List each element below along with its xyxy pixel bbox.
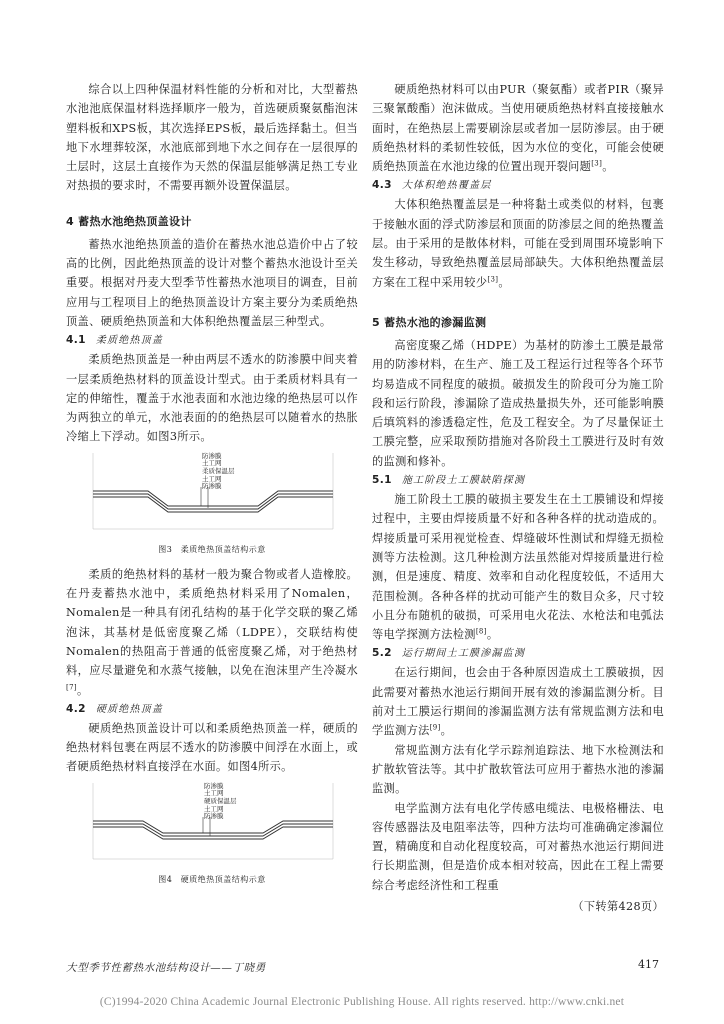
section-4-1-paragraph: 柔质绝热顶盖是一种由两层不透水的防渗膜中间夹着一层柔质绝热材料的顶盖设计型式。由于柔质材料具有一定的伸缩性，覆盖于水池表面和水池边缘的绝热层可以作为两独立的单元，水池表面的的绝热层可以随着水的热胀冷缩上下浮动。如图3所示。 xyxy=(66,353,358,444)
section-4-paragraph: 蓄热水池绝热顶盖的造价在蓄热水池总造价中占了较高的比例，因此绝热顶盖的设计对整个蓄热水池设计至关重要。根据对丹麦大型季节性蓄热水池项目的调查，目前应用与工程项目上的绝热顶盖设计方案主要分为柔质绝热顶盖、硬质绝热顶盖和大体积绝热覆盖层三种型式。 xyxy=(66,237,358,328)
figure-3-labels xyxy=(202,453,235,491)
section-title: 运行期间土工膜渗漏监测 xyxy=(401,648,526,660)
citation: [7] xyxy=(66,682,77,691)
citation: [9] xyxy=(429,723,441,732)
label-membrane-top: 防渗膜 xyxy=(202,451,222,460)
label-geonet-top: 土工网 xyxy=(202,459,222,468)
citation: [3] xyxy=(591,159,603,168)
section-number: 5.1 xyxy=(372,474,392,487)
page-number: 417 xyxy=(638,958,659,971)
section-number: 4.1 xyxy=(66,334,86,347)
section-4-3-heading xyxy=(372,176,664,195)
citation: [3] xyxy=(487,274,499,283)
section-4-2-heading xyxy=(66,700,358,719)
label-geonet-top: 土工网 xyxy=(204,789,224,798)
section-number: 4.2 xyxy=(66,702,86,715)
section-5-2-heading xyxy=(372,644,664,663)
left-column xyxy=(66,80,358,895)
label-insulation: 柔质保温层 xyxy=(202,466,235,475)
section-title: 硬质绝热顶盖 xyxy=(95,703,164,715)
section-4-1-paragraph-2: 柔质的绝热材料的基材一般为聚合物或者人造橡胶。在丹麦蓄热水池中，柔质绝热材料采用了Nomalen，Nomalen是一种具有闭孔结构的基于化学交联的聚乙烯泡沫，其基材是低密度聚乙烯（LDPE），交联结构使Nomalen的热阻高于普通的低密度聚乙烯，对于绝热材料，应尽量避免和水蒸气接触，以免在泡沫里产生冷凝水[7]。 xyxy=(66,567,358,697)
label-membrane-bottom: 防渗膜 xyxy=(202,482,222,491)
right-column xyxy=(372,80,664,916)
label-geonet-bottom: 土工网 xyxy=(204,804,224,813)
figure-3-caption: 图3 柔质绝热顶盖结构示意 xyxy=(158,544,266,554)
citation: [8] xyxy=(475,627,487,636)
section-title: 柔质绝热顶盖 xyxy=(95,335,164,347)
copyright-line: (C)1994-2020 China Academic Journal Electronic Publishing House. All rights reserved. http://www.cnki.net xyxy=(99,996,625,1008)
section-5-paragraph: 高密度聚乙烯（HDPE）为基材的防渗土工膜是最常用的防渗材料，在生产、施工及工程运行过程等各个环节均易造成不同程度的破损。破损发生的阶段可分为施工阶段和运行阶段，渗漏除了造成热量损失外，还可能影响膜后填筑料的渗透稳定性，危及工程安全。为了尽量保证土工膜完整，应采取预防措施对各阶段土工膜进行及时有效的监测和修补。 xyxy=(372,338,664,468)
section-4-2-paragraph: 硬质绝热顶盖设计可以和柔质绝热顶盖一样，硬质的绝热材料包裹在两层不透水的防渗膜中间浮在水面上，或者硬质绝热材料直接浮在水面。如图4所示。 xyxy=(66,721,358,774)
label-membrane-top: 防渗膜 xyxy=(204,781,224,790)
section-number: 4.3 xyxy=(372,179,392,192)
section-4-1-heading xyxy=(66,331,358,350)
section-5-1-heading xyxy=(372,471,664,490)
running-footer: 大型季节性蓄热水池结构设计——丁晓勇 xyxy=(66,962,266,974)
section-title: 大体积绝热覆盖层 xyxy=(401,180,492,192)
label-geonet-bottom: 土工网 xyxy=(202,474,222,483)
rigid-cover-paragraph: 硬质绝热材料可以由PUR（聚氨酯）或者PIR（聚异三聚氰酸酯）泡沫做成。当使用硬质绝热材料直接接触水面时，在绝热层上需要刷涂层或者加一层防渗层。由于硬质绝热材料的柔韧性较低，因为水位的变化，可能会使硬质绝热顶盖在水池边缘的位置出现开裂问题[3]。 xyxy=(372,83,664,174)
section-4-heading: 4 蓄热水池绝热顶盖设计 xyxy=(66,214,192,228)
section-number: 5.2 xyxy=(372,647,392,660)
continued-note: （下转第428页） xyxy=(572,899,664,913)
section-5-heading: 5 蓄热水池的渗漏监测 xyxy=(372,315,487,329)
section-5-2-paragraph-3: 电学监测方法有电化学传感电缆法、电极格栅法、电容传感器法及电阻率法等，四种方法均可准确确定渗漏位置，精确度和自动化程度较高，可对蓄热水池运行期间进行长期监测，但是造价成本相对较高，因此在工程上需要综合考虑经济性和工程重 xyxy=(372,801,664,892)
figure-4 xyxy=(66,781,358,871)
figure-4-labels xyxy=(204,783,237,821)
section-4-3-paragraph: 大体积绝热覆盖层是一种将黏土或类似的材料，包裹于接触水面的浮式防渗层和顶面的防渗层之间的绝热覆盖层。由于采用的是散体材料，可能在受到周围环境影响下发生移动，导致绝热覆盖层局部缺失。大体积绝热覆盖层方案在工程中采用较少[3]。 xyxy=(372,198,664,289)
section-5-2-paragraph: 在运行期间，也会由于各种原因造成土工膜破损，因此需要对蓄热水池运行期间开展有效的渗漏监测分析。目前对土工膜运行期间的渗漏监测方法有常规监测方法和电学监测方法[9]。 xyxy=(372,666,664,738)
label-membrane-bottom: 防渗膜 xyxy=(204,812,224,821)
section-5-2-paragraph-2: 常规监测方法有化学示踪剂追踪法、地下水检测法和扩散软管法等。其中扩散软管法可应用于蓄热水池的渗漏监测。 xyxy=(372,743,664,796)
intro-paragraph: 综合以上四种保温材料性能的分析和对比，大型蓄热水池池底保温材料选择顺序一般为，首选硬质聚氨酯泡沫塑料板和XPS板，其次选择EPS板，最后选择黏土。但当地下水埋葬较深，水池底部到地下水之间存在一层很厚的土层时，这层土直接作为天然的保温层能够满足热工专业对热损的要求时，不需要再额外设置保温层。 xyxy=(66,83,358,193)
figure-4-caption: 图4 硬质绝热顶盖结构示意 xyxy=(158,874,266,884)
section-title: 施工阶段土工膜缺陷探测 xyxy=(401,475,526,487)
label-insulation: 硬质保温层 xyxy=(204,796,237,805)
section-5-1-paragraph: 施工阶段土工膜的破损主要发生在土工膜铺设和焊接过程中，主要由焊接质量不好和各种各样的扰动造成的。焊接质量可采用视觉检查、焊缝破坏性测试和焊缝无损检测等方法检测。这几种检测方法虽然能对焊接质量进行检测，但是速度、精度、效率和自动化程度较低，不适用大范围检测。各种各样的扰动可能产生的数目众多，尺寸较小且分布随机的破损，可采用电火花法、水枪法和电弧法等电学探测方法检测[8]。 xyxy=(372,493,664,642)
figure-3 xyxy=(66,451,358,541)
